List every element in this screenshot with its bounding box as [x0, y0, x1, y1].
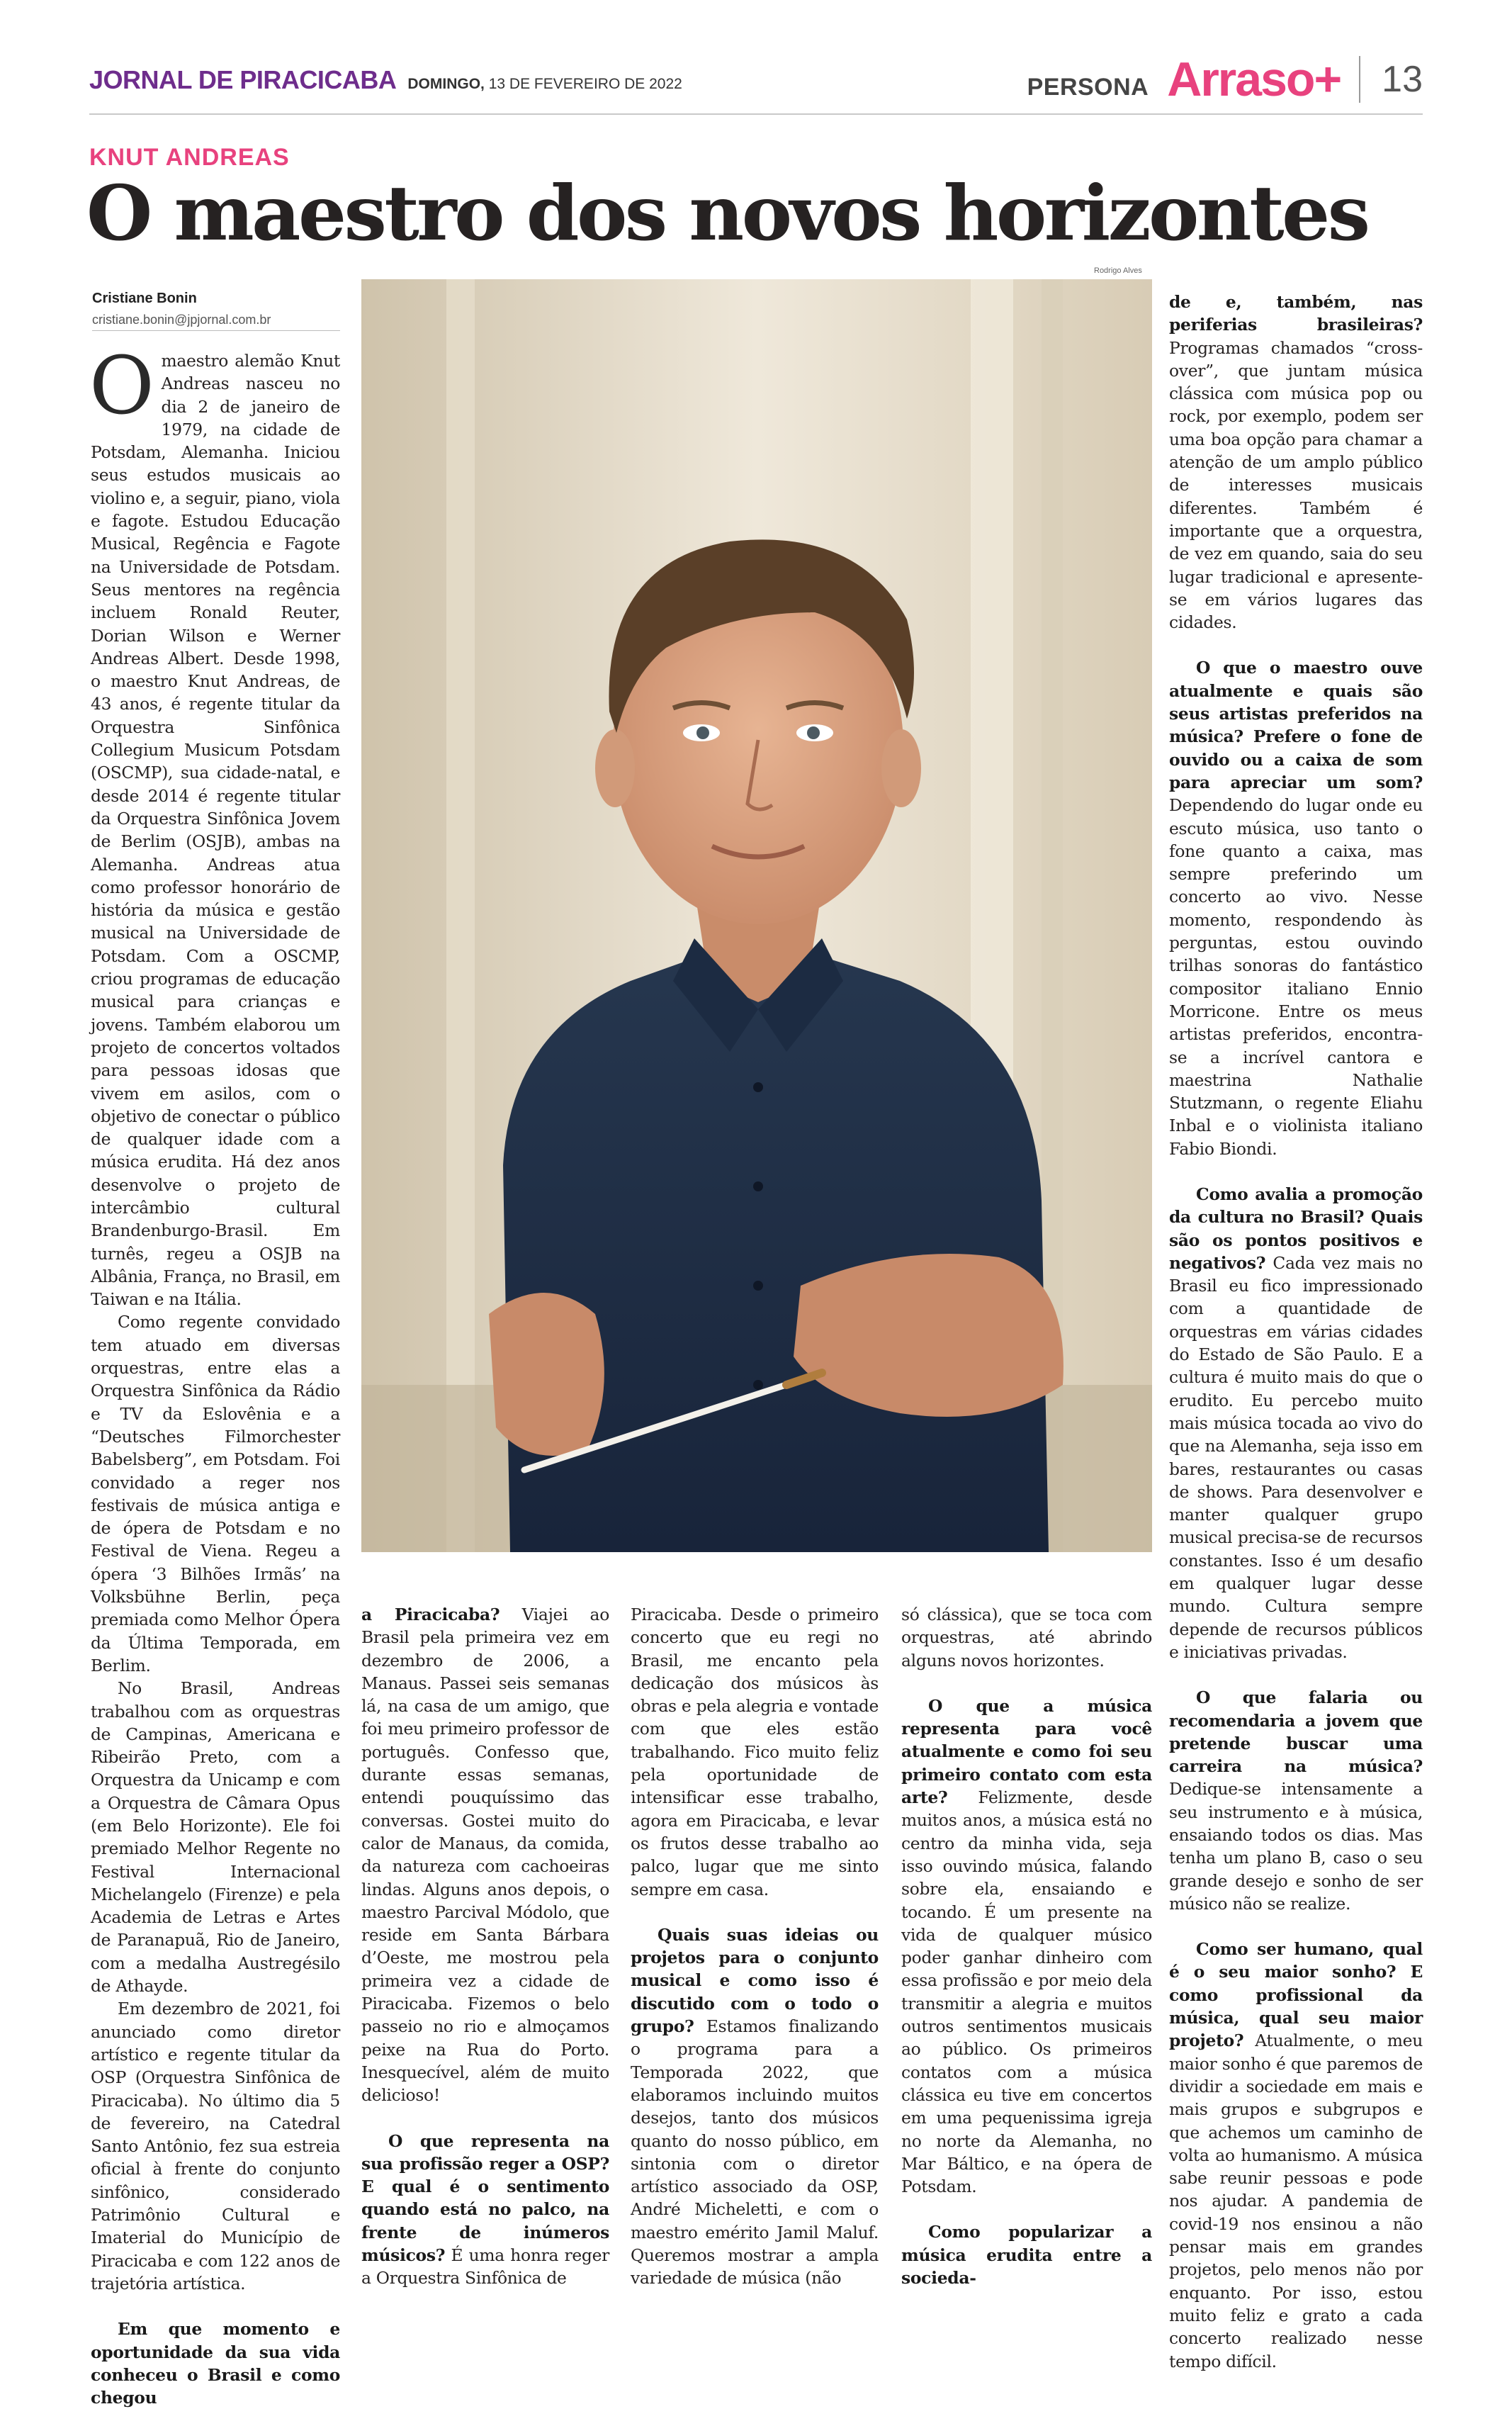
interview-question	[91, 2318, 340, 2409]
interview-answer	[1169, 656, 1423, 1160]
question-text: a Piracicaba?	[361, 1605, 500, 1624]
interview-answer	[1169, 291, 1423, 634]
text-column-1	[89, 340, 340, 2409]
byline	[92, 291, 340, 327]
newspaper-name: JORNAL DE PIRACICABA	[89, 65, 397, 94]
author-email[interactable]: cristiane.bonin@jpjornal.com.br	[92, 313, 271, 327]
issue-date	[407, 76, 682, 93]
paragraph	[89, 340, 340, 1310]
question-text: O que representa na sua profissão reger a OSP? E qual é o sentimento quando está no palco, na frente de inúmeros músicos?	[361, 2130, 609, 2266]
section-name: PERSONA	[1027, 73, 1149, 101]
interview-answer	[1169, 1686, 1423, 1915]
page-number: 13	[1382, 59, 1423, 100]
text-column-2	[361, 1603, 609, 2290]
interview-answer	[361, 2130, 609, 2290]
question-text: de e, também, nas periferias brasileiras?	[1169, 292, 1423, 335]
article-headline: O maestro dos novos horizontes	[86, 169, 1368, 258]
author-name: Cristiane Bonin	[92, 291, 197, 306]
answer-text: Felizmente, desde muitos anos, a música está no centro da minha vida, seja isso ouvindo música, falando sobre ela, ensaiando e tocando. É um presente na vida de qualquer músico poder ganhar dinheiro com essa profissão e por meio dela transmitir a alegria e muitos outros sentimentos musicais ao público. Os primeiros contatos com a música clássica eu tive em concertos em uma pequenissima igreja no norte da Alemanha, no Mar Báltico, e na ópera de Potsdam.	[901, 1787, 1152, 2197]
answer-text: Atualmente, o meu maior sonho é que paremos de dividir a sociedade em mais e mais grupos e subgrupos e que achemos um caminho de volta ao humanismo. A música sabe reunir pessoas e pode nos ajudar. A pandemia de covid-19 nos ensinou a não pensar mais em grandes projetos, pelo menos não por enquanto. Por isso, estou muito feliz e grato a cada concerto realizado nesse tempo difícil.	[1169, 2031, 1423, 2371]
text-column-5	[1169, 291, 1423, 2373]
text-column-3	[631, 1603, 879, 2290]
question-text: O que falaria ou recomendaria a jovem que pretende buscar uma carreira na música?	[1169, 1688, 1423, 1777]
answer-text: Cada vez mais no Brasil eu fico impressionado com a quantidade de orquestras em várias cidades do Estado de São Paulo. E a cultura é muito mais do que o erudito. Eu percebo muito mais música tocada ao vivo do que na Alemanha, seja isso em bares, restaurantes ou casas de shows. Para desenvolver e manter qualquer grupo musical precisa-se de recursos constantes. Isso é um desafio em qualquer lugar desse mundo. Cultura sempre depende de recursos públicos e iniciativas privadas.	[1169, 1252, 1423, 1662]
interview-question	[901, 2220, 1152, 2289]
masthead-left	[89, 65, 682, 95]
article-kicker: KNUT ANDREAS	[89, 144, 290, 171]
paragraph: No Brasil, Andreas trabalhou com as orquestras de Campinas, Americana e Ribeirão Preto, com a Orquestra da Unicamp e com a Orquestra de Câmara Opus (em Belo Horizonte). Ele foi premiado Melhor Regente no Festival Internacional Michelangelo (Firenze) e pela Academia de Letras e Artes de Paranapuã, Rio de Janeiro, com a medalha Austregésilo de Athayde.	[91, 1678, 340, 1997]
question-text: Como ser humano, qual é o seu maior sonho? E como profissional da música, qual seu maior projeto?	[1169, 1939, 1423, 2051]
answer-text: Dependendo do lugar onde eu escuto música, uso tanto o fone quanto a caixa, mas sempre preferindo um concerto ao vivo. Nesse momento, respondendo às perguntas, estou ouvindo trilhas sonoras do fantástico compositor italiano Ennio Morricone. Entre os meus artistas preferidos, encontra-se a incrível cantora e maestrina Nathalie Stutzmann, o regente Eliahu Inbal e o violinista italiano Fabio Biondi.	[1169, 795, 1423, 1159]
byline-rule	[92, 330, 340, 331]
issue-weekday: DOMINGO,	[407, 76, 485, 92]
paragraph-text: maestro alemão Knut Andreas nasceu no dia 2 de janeiro de 1979, na cidade de Potsdam, Alemanha. Iniciou seus estudos musicais ao violino e, a seguir, piano, viola e fagote. Estudou Educação Musical, Regência e Fagote na Universidade de Potsdam. Seus mentores na regência incluem Ronald Reuter, Dorian Wilson e Werner Andreas Albert. Desde 1998, o maestro Knut Andreas, de 43 anos, é regente titular da Orquestra Sinfônica Collegium Musicum Potsdam (OSCMP), sua cidade-natal, e desde 2014 é regente titular da Orquestra Sinfônica Jovem de Berlim (OSJB), ambas na Alemanha. Andreas atua como professor honorário de história da música e gestão musical na Universidade de Potsdam. Com a OSCMP, criou programas de educação musical para crianças e jovens. Também elaborou um projeto de concertos voltados para pessoas idosas que vivem em asilos, com o objetivo de conectar o público de qualquer idade com a música erudita. Há dez anos desenvolve o projeto de intercâmbio cultural Brandenburgo-Brasil. Em turnês, regeu a OSJB na Albânia, França, no Brasil, em Taiwan e na Itália.	[91, 351, 340, 1310]
interview-answer	[1169, 1183, 1423, 1663]
masthead-right	[1027, 52, 1423, 106]
interview-answer	[1169, 1938, 1423, 2373]
question-text: Quais suas ideias ou projetos para o conjunto musical e como isso é discutido com o todo o grupo?	[631, 1924, 879, 2037]
paragraph: Em dezembro de 2021, foi anunciado como diretor artístico e regente titular da OSP (Orquestra Sinfônica de Piracicaba). No último dia 5 de fevereiro, na Catedral Santo Antônio, fez sua estreia oficial à frente do conjunto sinfônico, considerado Patrimônio Cultural e Imaterial do Município de Piracicaba e com 122 anos de trajetória artística.	[91, 1999, 340, 2293]
answer-text: Programas chamados “cross-over”, que juntam música clássica com música pop ou rock, por exemplo, podem ser uma boa opção para chamar a atenção de um amplo público de interesses musicais diferentes. Também é importante que a orquestra, de vez em quando, saia do seu lugar tradicional e apresente-se em vários lugares das cidades.	[1169, 337, 1423, 633]
answer-text: É uma honra reger a Orquestra Sinfônica de	[361, 2245, 609, 2289]
interview-answer	[631, 1924, 879, 2290]
answer-text: Dedique-se intensamente a seu instrumento e à música, ensaiando todos os dias. Mas tenha um plano B, caso o seu grande desejo e sonho de ser músico não se realize.	[1169, 1779, 1423, 1914]
masthead	[89, 52, 1423, 108]
issue-date-text: 13 DE FEVEREIRO DE 2022	[488, 76, 682, 92]
masthead-divider	[1359, 56, 1360, 103]
question-text: O que a música representa para você atualmente e como foi seu primeiro contato com esta arte?	[901, 1695, 1152, 1808]
answer-text: Estamos finalizando o programa para a Temporada 2022, que elaboramos incluindo muitos desejos, tanto dos músicos quanto do nosso público, em sintonia com o diretor artístico associado da OSP, André Micheletti, e com o maestro emérito Jamil Maluf. Queremos mostrar a ampla variedade de música (não	[631, 2016, 879, 2289]
interview-answer	[901, 1695, 1152, 2199]
question-text: Como popularizar a música erudita entre a socieda-	[901, 2222, 1152, 2289]
interview-answer	[361, 1603, 609, 2107]
question-text: Em que momento e oportunidade da sua vida conheceu o Brasil e como chegou	[91, 2319, 340, 2408]
question-text: O que o maestro ouve atualmente e quais são seus artistas preferidos na música? Prefere o fone de ouvido ou a caixa de som para apreciar um som?	[1169, 658, 1423, 792]
portrait-photo-icon	[361, 279, 1152, 1552]
paragraph: Piracicaba. Desde o primeiro concerto que eu regi no Brasil, me encanto pela dedicação dos músicos às obras e pela alegria e vontade com que eles estão trabalhando. Fico muito feliz pela oportunidade de intensificar esse trabalho, agora em Piracicaba, e levar os frutos desse trabalho ao palco, lugar que me sinto sempre em casa.	[631, 1605, 879, 1899]
answer-text: Viajei ao Brasil pela primeira vez em dezembro de 2006, a Manaus. Passei seis semanas lá, na casa de um amigo, que foi meu primeiro professor de português. Confesso que, durante essas semanas, entendi pouquíssimo das conversas. Gostei muito do calor de Manaus, da comida, da natureza com cachoeiras lindas. Alguns anos depois, o maestro Parcival Módolo, que reside em Santa Bárbara d’Oeste, me mostrou pela primeira vez a cidade de Piracicaba. Fizemos o belo passeio no rio e almoçamos peixe na Rua do Porto. Inesquecível, além de muito delicioso!	[361, 1605, 609, 2106]
paragraph: só clássica), que se toca com orquestras, até abrindo alguns novos horizontes.	[901, 1605, 1152, 1670]
supplement-logo: Arraso+	[1167, 52, 1341, 106]
question-text: Como avalia a promoção da cultura no Brasil? Quais são os pontos positivos e negativos?	[1169, 1184, 1423, 1273]
masthead-rule	[89, 113, 1423, 115]
paragraph: Como regente convidado tem atuado em diversas orquestras, entre elas a Orquestra Sinfônica da Rádio e TV da Eslovênia e a “Deutsches Filmorchester Babelsberg”, em Potsdam. Foi convidado a reger nos festivais de música antiga e de ópera de Potsdam e no Festival de Viena. Regeu a ópera ‘3 Bilhões Irmãs’ na Volksbühne Berlin, peça premiada como Melhor Ópera da Última Temporada, em Berlim.	[91, 1312, 340, 1675]
photo-credit: Rodrigo Alves	[1094, 266, 1142, 275]
drop-cap: O	[89, 340, 154, 432]
portrait-photo	[361, 279, 1152, 1552]
text-column-4	[901, 1603, 1152, 2289]
